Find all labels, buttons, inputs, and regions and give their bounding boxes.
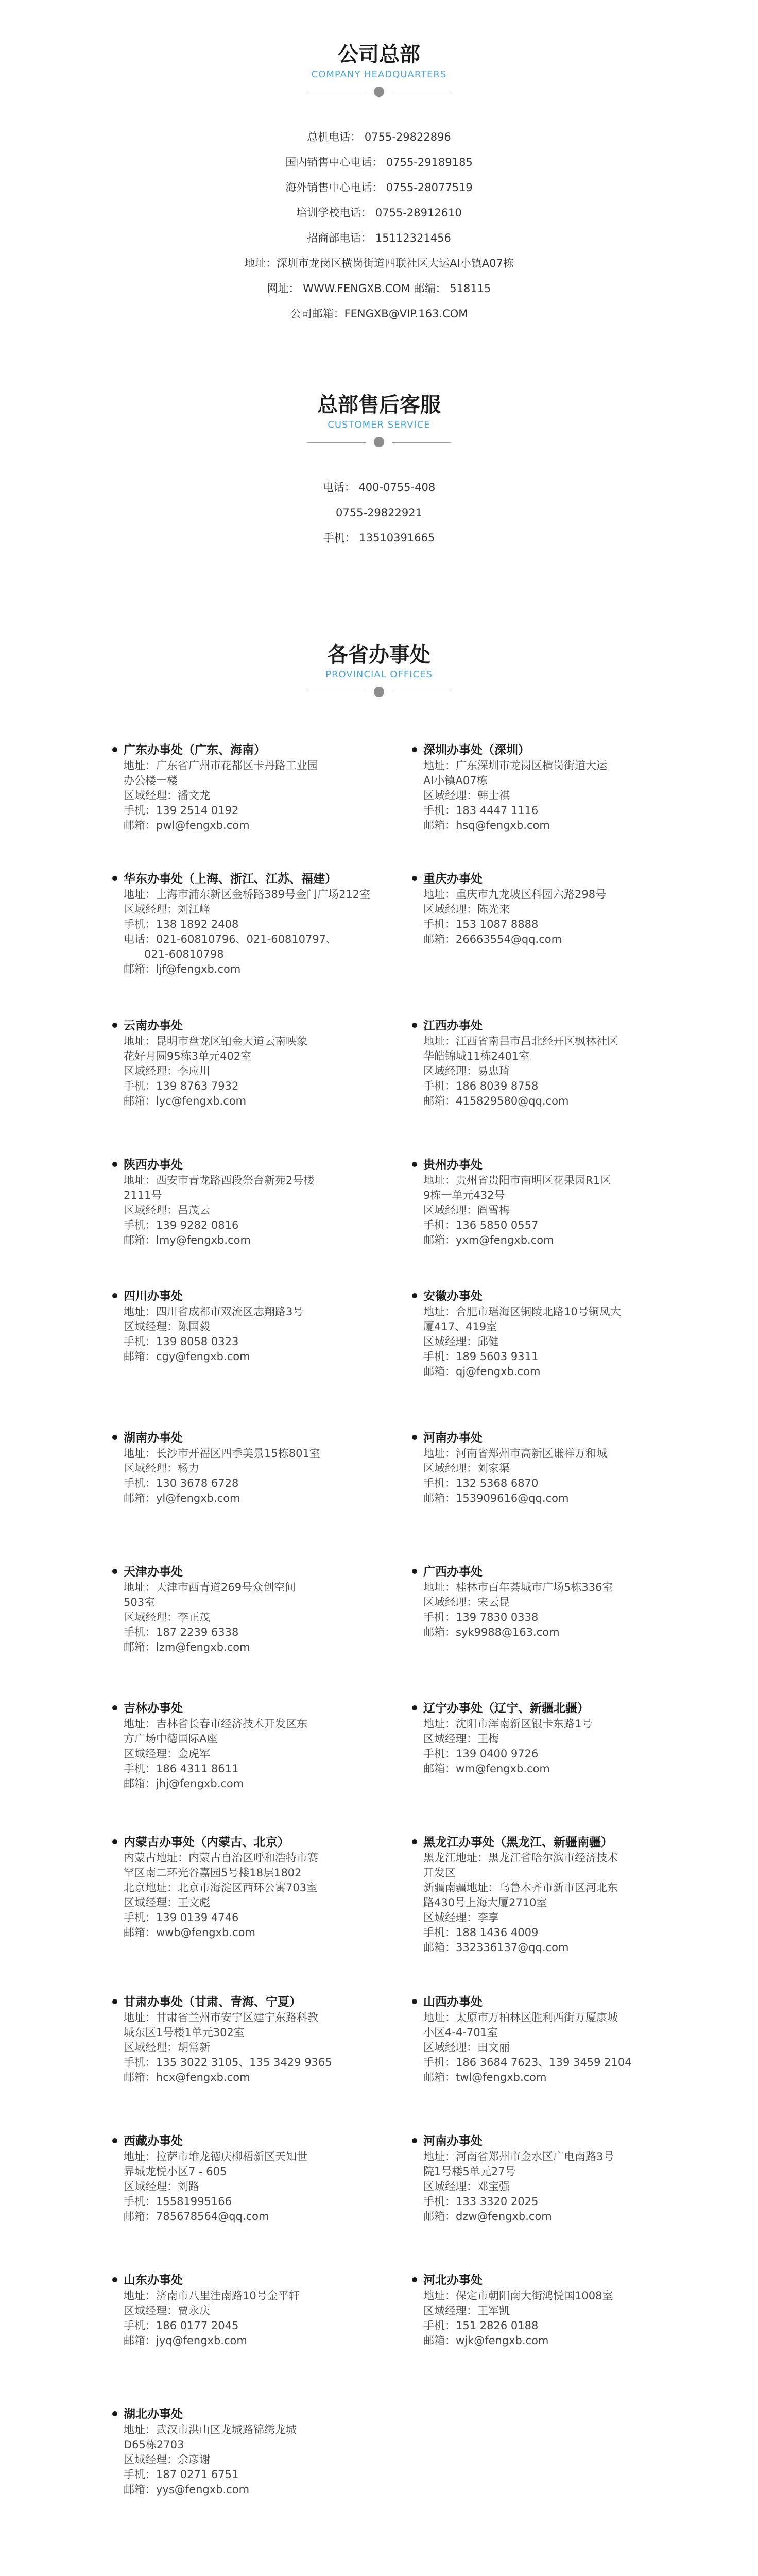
office-detail-line: 手机：187 2239 6338 xyxy=(124,1626,239,1638)
bullet-dot-icon xyxy=(112,1839,117,1844)
office-detail-line: 邮箱：twl@fengxb.com xyxy=(423,2071,547,2083)
office-name-text: 陕西办事处 xyxy=(124,1158,183,1172)
office-detail-line: 办公楼一楼 xyxy=(124,774,178,787)
section-divider xyxy=(307,685,451,700)
bullet-dot-icon xyxy=(412,2138,417,2143)
office-name xyxy=(124,1994,340,2010)
office-name-text: 深圳办事处（深圳） xyxy=(423,743,530,757)
hq-subtitle: COMPANY HEADQUARTERS xyxy=(311,69,447,80)
office-card xyxy=(124,1288,340,1364)
bullet-dot-icon xyxy=(112,1999,117,2004)
office-detail-line: 邮箱：ljf@fengxb.com xyxy=(124,963,241,975)
office-name-text: 河南办事处 xyxy=(423,1431,483,1445)
service-line: 电话： 400-0755-408 xyxy=(322,481,436,494)
office-detail-line: 区域经理：邓宝强 xyxy=(423,2180,510,2193)
bullet-dot-icon xyxy=(412,1705,417,1710)
office-card xyxy=(423,1288,640,1379)
office-detail-line: 邮箱：332336137@qq.com xyxy=(423,1941,569,1954)
office-name xyxy=(124,1157,340,1173)
office-detail-line: 地址：拉萨市堆龙德庆柳梧新区天知世 xyxy=(124,2150,307,2163)
office-detail-line: 区域经理：田文丽 xyxy=(423,2041,510,2054)
office-detail-line: 手机：151 2826 0188 xyxy=(423,2319,539,2332)
office-detail-line: 邮箱：pwl@fengxb.com xyxy=(124,819,250,832)
office-name-text: 华东办事处（上海、浙江、江苏、福建） xyxy=(124,872,337,886)
office-detail-line: 手机：138 1892 2408 xyxy=(124,918,239,930)
office-card xyxy=(124,1157,340,1248)
office-detail-line: 手机：139 8058 0323 xyxy=(124,1335,239,1348)
office-detail-line: 地址：贵州省贵阳市南明区花果园R1区 xyxy=(423,1174,611,1187)
office-detail-line: 手机：186 8039 8758 xyxy=(423,1080,539,1092)
office-name-text: 西藏办事处 xyxy=(124,2134,183,2148)
office-detail-line: 区域经理：陈光来 xyxy=(423,903,510,916)
office-detail-line: 新疆南疆地址：乌鲁木齐市新市区河北东 xyxy=(423,1882,618,1894)
bullet-dot-icon xyxy=(112,1705,117,1710)
office-detail-line: 地址：河南省郑州市金水区广电南路3号 xyxy=(423,2150,614,2163)
office-card xyxy=(124,1834,340,1940)
office-name-text: 重庆办事处 xyxy=(423,872,483,886)
office-name xyxy=(124,1834,340,1851)
bullet-dot-icon xyxy=(412,1435,417,1440)
office-detail-line: AI小镇A07栋 xyxy=(423,774,488,787)
office-detail-line: 手机：135 3022 3105、135 3429 9365 xyxy=(124,2056,332,2069)
office-detail-line: 邮箱：wwb@fengxb.com xyxy=(124,1926,255,1939)
office-card xyxy=(423,1018,640,1109)
hq-info-list xyxy=(0,125,758,327)
divider-dot xyxy=(374,87,384,97)
office-detail-line: 手机：188 1436 4009 xyxy=(423,1926,539,1939)
office-detail-line: 邮箱：lzm@fengxb.com xyxy=(124,1641,250,1653)
office-card xyxy=(124,2133,340,2224)
office-detail-line: 2111号 xyxy=(124,1189,162,1201)
divider-line xyxy=(392,442,451,443)
office-detail-line: 开发区 xyxy=(423,1867,456,1879)
bullet-dot-icon xyxy=(412,1999,417,2004)
hq-line: 总机电话： 0755-29822896 xyxy=(307,131,451,143)
office-detail-line: 地址：江西省南昌市昌北经开区枫林社区 xyxy=(423,1035,618,1047)
office-detail-line: 区域经理：刘江峰 xyxy=(124,903,210,916)
office-detail-line: 邮箱：hcx@fengxb.com xyxy=(124,2071,250,2083)
office-detail-line: 区域经理：陈国毅 xyxy=(124,1320,210,1333)
office-name xyxy=(423,1430,640,1446)
office-detail-line: 黑龙江地址：黑龙江省哈尔滨市经济技术 xyxy=(423,1852,618,1864)
office-detail-line: 邮箱：lmy@fengxb.com xyxy=(124,1234,251,1246)
office-card xyxy=(124,871,371,977)
bullet-dot-icon xyxy=(412,1839,417,1844)
section-divider xyxy=(307,435,451,450)
office-detail-line: 地址：河南省郑州市高新区谦祥万和城 xyxy=(423,1447,607,1460)
office-detail-line: 地址：重庆市九龙坡区科园六路298号 xyxy=(423,888,607,901)
office-detail-line: 电话：021-60810796、021-60810797、 xyxy=(124,933,337,945)
office-card xyxy=(423,1834,640,1955)
office-name xyxy=(124,1700,340,1717)
office-detail-line: 邮箱：415829580@qq.com xyxy=(423,1095,569,1107)
service-line: 手机： 13510391665 xyxy=(323,532,435,544)
office-detail-line: 503室 xyxy=(124,1596,156,1608)
office-detail-line: 邮箱：yxm@fengxb.com xyxy=(423,1234,554,1246)
office-detail-line: 手机：139 7830 0338 xyxy=(423,1611,539,1623)
office-name-text: 江西办事处 xyxy=(423,1019,483,1032)
office-name xyxy=(124,1430,340,1446)
office-name-text: 安徽办事处 xyxy=(423,1290,483,1303)
office-name xyxy=(423,1018,640,1034)
office-detail-line: 邮箱：wjk@fengxb.com xyxy=(423,2334,549,2347)
office-name-text: 山东办事处 xyxy=(124,2274,183,2287)
office-name xyxy=(124,2133,340,2149)
office-name-text: 甘肃办事处（甘肃、青海、宁夏） xyxy=(124,1995,301,2009)
office-detail-line: 手机：186 0177 2045 xyxy=(124,2319,239,2332)
bullet-dot-icon xyxy=(112,1023,117,1028)
bullet-dot-icon xyxy=(412,1293,417,1298)
office-detail-line: 邮箱：lyc@fengxb.com xyxy=(124,1095,247,1107)
office-detail-line: 区域经理：王军凯 xyxy=(423,2304,510,2317)
divider-line xyxy=(307,442,366,443)
divider-dot xyxy=(374,687,384,697)
office-detail-line: 地址：西安市青龙路西段祭台新苑2号楼 xyxy=(124,1174,315,1187)
bullet-dot-icon xyxy=(412,1023,417,1028)
office-name-text: 广西办事处 xyxy=(423,1565,483,1579)
office-detail-line: 手机：183 4447 1116 xyxy=(423,804,539,817)
office-name xyxy=(423,1288,640,1304)
office-detail-line: 内蒙古地址：内蒙古自治区呼和浩特市赛 xyxy=(124,1852,318,1864)
office-detail-line: 地址：长沙市开福区四季美景15栋801室 xyxy=(124,1447,320,1460)
office-detail-line: 手机：15581995166 xyxy=(124,2195,232,2208)
office-detail-line: 区域经理：李应川 xyxy=(124,1065,210,1077)
office-detail-line: 邮箱：yl@fengxb.com xyxy=(124,1492,240,1504)
office-detail-line: 区域经理：王梅 xyxy=(423,1733,499,1745)
hq-line: 地址：深圳市龙岗区横岗街道四联社区大运AI小镇A07栋 xyxy=(244,257,514,269)
bullet-dot-icon xyxy=(112,2277,117,2282)
office-card xyxy=(124,1018,340,1109)
office-detail-line: 手机：189 5603 9311 xyxy=(423,1350,539,1363)
office-detail-line: 花好月圆95栋3单元402室 xyxy=(124,1050,252,1062)
office-name xyxy=(423,1994,640,2010)
bullet-dot-icon xyxy=(412,876,417,881)
office-name-text: 黑龙江办事处（黑龙江、新疆南疆） xyxy=(423,1836,613,1849)
office-detail-line: 地址：四川省成都市双流区志翔路3号 xyxy=(124,1306,304,1318)
office-name-text: 河北办事处 xyxy=(423,2274,483,2287)
office-detail-line: 手机：130 3678 6728 xyxy=(124,1477,239,1489)
office-name xyxy=(423,2272,640,2289)
office-detail-line: 地址：沈阳市浑南新区银卡东路1号 xyxy=(423,1718,593,1730)
office-detail-line: 区域经理：王文彪 xyxy=(124,1896,210,1909)
divider-dot xyxy=(374,437,384,447)
office-detail-line: 区域经理：贾永庆 xyxy=(124,2304,210,2317)
service-info-list xyxy=(0,475,758,551)
bullet-dot-icon xyxy=(112,1293,117,1298)
office-name-text: 四川办事处 xyxy=(124,1290,183,1303)
office-detail-line: 地址：广东深圳市龙岗区横岗街道大运 xyxy=(423,759,607,772)
office-card xyxy=(124,1430,340,1506)
office-name xyxy=(124,2406,340,2422)
office-name-text: 山西办事处 xyxy=(423,1995,483,2009)
office-detail-line: 021-60810798 xyxy=(124,948,224,960)
hq-line: 培训学校电话： 0755-28912610 xyxy=(296,207,462,219)
bullet-dot-icon xyxy=(112,1569,117,1574)
office-detail-line: 地址：吉林省长春市经济技术开发区东 xyxy=(124,1718,307,1730)
office-card xyxy=(423,2133,640,2224)
office-detail-line: 手机：186 4311 8611 xyxy=(124,1762,239,1775)
office-name xyxy=(124,1018,340,1034)
bullet-dot-icon xyxy=(112,1162,117,1167)
office-detail-line: 地址：广东省广州市花都区卡丹路工业园 xyxy=(124,759,318,772)
office-detail-line: 区域经理：杨力 xyxy=(124,1462,199,1475)
offices-title: 各省办事处 xyxy=(328,643,430,667)
office-detail-line: 区域经理：阎雪梅 xyxy=(423,1204,510,1216)
office-detail-line: 界城龙悦小区7 - 605 xyxy=(124,2165,227,2178)
office-card xyxy=(124,1564,340,1655)
office-detail-line: 手机：133 3320 2025 xyxy=(423,2195,539,2208)
office-name xyxy=(423,2133,640,2149)
office-detail-line: 厦417、419室 xyxy=(423,1320,497,1333)
office-detail-line: 区域经理：易忠琦 xyxy=(423,1065,510,1077)
office-name xyxy=(124,2272,340,2289)
office-detail-line: 区域经理：李正茂 xyxy=(124,1611,210,1623)
office-detail-line: 地址：武汉市洪山区龙城路锦绣龙城 xyxy=(124,2424,297,2436)
office-detail-line: 手机：187 0271 6751 xyxy=(124,2468,239,2481)
office-detail-line: 区域经理：邱健 xyxy=(423,1335,499,1348)
office-detail-line: 邮箱：153909616@qq.com xyxy=(423,1492,569,1504)
office-card xyxy=(423,1700,640,1776)
office-card xyxy=(423,1564,640,1640)
office-detail-line: 地址：昆明市盘龙区铂金大道云南映象 xyxy=(124,1035,307,1047)
office-card xyxy=(124,1700,340,1791)
office-detail-line: 北京地址：北京市海淀区西环公寓703室 xyxy=(124,1882,318,1894)
office-name-text: 辽宁办事处（辽宁、新疆北疆） xyxy=(423,1702,589,1715)
office-detail-line: 地址：保定市朝阳南大街鸿悦国1008室 xyxy=(423,2290,613,2302)
office-detail-line: 邮箱：785678564@qq.com xyxy=(124,2210,269,2223)
office-card xyxy=(124,1994,340,2085)
office-detail-line: 邮箱：yys@fengxb.com xyxy=(124,2483,250,2496)
office-detail-line: 邮箱：wm@fengxb.com xyxy=(423,1762,550,1775)
office-detail-line: 区域经理：胡常新 xyxy=(124,2041,210,2054)
office-name xyxy=(423,1157,640,1173)
service-title: 总部售后客服 xyxy=(317,393,441,417)
office-detail-line: 邮箱：cgy@fengxb.com xyxy=(124,1350,250,1363)
office-name xyxy=(423,1834,640,1851)
bullet-dot-icon xyxy=(412,747,417,752)
office-detail-line: 地址：甘肃省兰州市安宁区建宁东路科教 xyxy=(124,2011,318,2024)
office-name xyxy=(423,1564,640,1580)
office-card xyxy=(124,742,340,833)
office-detail-line: 邮箱：qj@fengxb.com xyxy=(423,1365,541,1378)
office-detail-line: 区域经理：潘文龙 xyxy=(124,789,210,802)
office-detail-line: 区域经理：余彦谢 xyxy=(124,2453,210,2466)
office-detail-line: 罕区南二环光谷嘉园5号楼18层1802 xyxy=(124,1867,302,1879)
office-name xyxy=(423,871,640,887)
office-name-text: 河南办事处 xyxy=(423,2134,483,2148)
office-detail-line: 9栋一单元432号 xyxy=(423,1189,505,1201)
office-detail-line: 小区4-4-701室 xyxy=(423,2026,498,2039)
section-divider xyxy=(307,84,451,100)
hq-section xyxy=(0,41,758,327)
office-detail-line: 邮箱：26663554@qq.com xyxy=(423,933,562,945)
office-name-text: 云南办事处 xyxy=(124,1019,183,1032)
office-detail-line: 地址：上海市浦东新区金桥路389号金门广场212室 xyxy=(124,888,371,901)
office-card xyxy=(124,2272,340,2348)
office-card xyxy=(423,871,640,947)
office-card xyxy=(423,1157,640,1248)
office-name xyxy=(423,1700,640,1717)
offices-subtitle: PROVINCIAL OFFICES xyxy=(325,669,433,680)
office-detail-line: 手机：136 5850 0557 xyxy=(423,1219,539,1231)
office-detail-line: 邮箱：jyq@fengxb.com xyxy=(124,2334,247,2347)
office-name-text: 天津办事处 xyxy=(124,1565,183,1579)
office-name-text: 湖北办事处 xyxy=(124,2408,183,2421)
office-detail-line: 邮箱：dzw@fengxb.com xyxy=(423,2210,552,2223)
service-section xyxy=(0,392,758,551)
office-detail-line: 邮箱：syk9988@163.com xyxy=(423,1626,560,1638)
office-detail-line: 区域经理：刘家渠 xyxy=(423,1462,510,1475)
office-card xyxy=(423,1430,640,1506)
office-detail-line: 邮箱：jhj@fengxb.com xyxy=(124,1777,244,1790)
office-detail-line: 手机：132 5368 6870 xyxy=(423,1477,539,1489)
office-detail-line: 区域经理：宋云昆 xyxy=(423,1596,510,1608)
office-detail-line: 地址：桂林市百年荟城市广场5栋336室 xyxy=(423,1581,613,1594)
offices-section-header xyxy=(0,641,758,700)
office-card xyxy=(423,2272,640,2348)
office-detail-line: 邮箱：hsq@fengxb.com xyxy=(423,819,550,832)
office-detail-line: 城东区1号楼1单元302室 xyxy=(124,2026,245,2039)
bullet-dot-icon xyxy=(112,2138,117,2143)
office-detail-line: 区域经理：韩士祺 xyxy=(423,789,510,802)
office-name xyxy=(423,742,640,758)
hq-line: 公司邮箱：FENGXB@VIP.163.COM xyxy=(290,308,468,320)
office-name-text: 广东办事处（广东、海南） xyxy=(124,743,266,757)
office-detail-line: 华皓锦城11栋2401室 xyxy=(423,1050,530,1062)
office-detail-line: 区域经理：刘路 xyxy=(124,2180,199,2193)
office-name xyxy=(124,871,340,887)
office-detail-line: 地址：合肥市瑶海区铜陵北路10号铜凤大 xyxy=(423,1306,621,1318)
office-detail-line: 手机：139 9282 0816 xyxy=(124,1219,239,1231)
bullet-dot-icon xyxy=(112,747,117,752)
hq-line: 招商部电话： 15112321456 xyxy=(307,232,451,244)
office-detail-line: 手机：153 1087 8888 xyxy=(423,918,539,930)
office-detail-line: 地址：太原市万柏林区胜利西街万厦康城 xyxy=(423,2011,618,2024)
hq-line: 海外销售中心电话： 0755-28077519 xyxy=(285,181,473,194)
office-detail-line: 地址：天津市西青道269号众创空间 xyxy=(124,1581,296,1594)
bullet-dot-icon xyxy=(112,1435,117,1440)
office-detail-line: 地址：济南市八里洼南路10号金平轩 xyxy=(124,2290,300,2302)
office-card xyxy=(423,742,640,833)
office-detail-line: 手机：139 0400 9726 xyxy=(423,1748,539,1760)
office-name-text: 内蒙古办事处（内蒙古、北京） xyxy=(124,1836,289,1849)
hq-line: 国内销售中心电话： 0755-29189185 xyxy=(285,156,473,168)
service-line: 0755-29822921 xyxy=(336,506,422,519)
office-detail-line: 区域经理：吕茂云 xyxy=(124,1204,210,1216)
bullet-dot-icon xyxy=(412,1162,417,1167)
hq-title: 公司总部 xyxy=(338,43,420,66)
office-detail-line: 院1号楼5单元27号 xyxy=(423,2165,516,2178)
bullet-dot-icon xyxy=(112,2411,117,2416)
office-card xyxy=(124,2406,340,2497)
hq-line: 网址： WWW.FENGXB.COM 邮编： 518115 xyxy=(267,282,491,295)
bullet-dot-icon xyxy=(412,1569,417,1574)
service-subtitle: CUSTOMER SERVICE xyxy=(328,419,430,430)
office-name-text: 湖南办事处 xyxy=(124,1431,183,1445)
office-name-text: 贵州办事处 xyxy=(423,1158,483,1172)
bullet-dot-icon xyxy=(112,876,117,881)
office-card xyxy=(423,1994,640,2085)
office-detail-line: 手机：139 2514 0192 xyxy=(124,804,239,817)
office-detail-line: 区域经理：李享 xyxy=(423,1911,499,1924)
office-detail-line: 手机：139 0139 4746 xyxy=(124,1911,239,1924)
office-detail-line: 手机：139 8763 7932 xyxy=(124,1080,239,1092)
office-detail-line: D65栋2703 xyxy=(124,2438,184,2451)
office-detail-line: 区域经理：金虎军 xyxy=(124,1748,210,1760)
office-name-text: 吉林办事处 xyxy=(124,1702,183,1715)
office-detail-line: 路430号上海大厦2710室 xyxy=(423,1896,547,1909)
office-detail-line: 方广场中德国际A座 xyxy=(124,1733,218,1745)
office-name xyxy=(124,1288,340,1304)
office-name xyxy=(124,1564,340,1580)
office-detail-line: 手机：186 3684 7623、139 3459 2104 xyxy=(423,2056,632,2069)
office-name xyxy=(124,742,340,758)
bullet-dot-icon xyxy=(412,2277,417,2282)
